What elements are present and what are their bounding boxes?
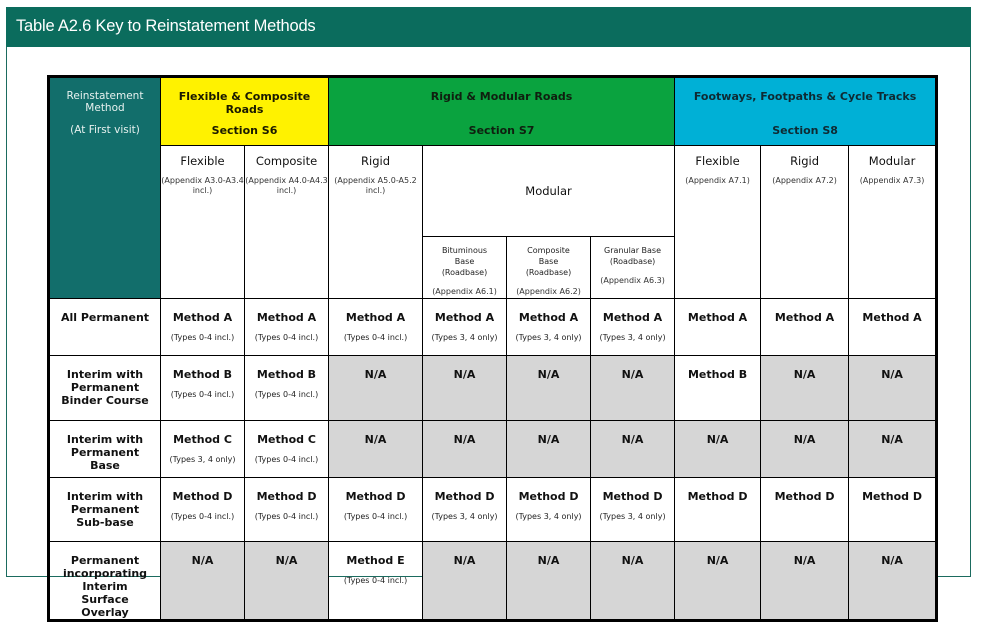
- mod-name: Granular Base (Roadbase): [604, 246, 662, 266]
- method-label: N/A: [453, 433, 476, 446]
- method-label: Method B: [687, 368, 748, 381]
- method-label: Method A: [862, 311, 922, 324]
- stub-title: Reinstatement Method: [66, 90, 144, 114]
- method-cell: [761, 478, 849, 542]
- sub-ref: (Appendix A3.0-A3.4 incl.): [161, 176, 244, 195]
- method-label: N/A: [881, 433, 903, 446]
- method-types: (Types 3, 4 only): [599, 512, 666, 521]
- sub-name: Rigid: [361, 154, 390, 168]
- method-label: N/A: [537, 554, 560, 567]
- method-types: (Types 0-4 incl.): [170, 512, 235, 521]
- table-title: Table A2.6 Key to Reinstatement Methods: [16, 17, 316, 35]
- method-label: N/A: [537, 433, 560, 446]
- method-cell: [849, 478, 937, 542]
- method-label: Method C: [173, 433, 232, 446]
- method-cell: [591, 299, 675, 356]
- method-types: (Types 0-4 incl.): [170, 333, 235, 342]
- method-label: Method D: [345, 490, 406, 503]
- stub-subtitle: (At First visit): [70, 124, 140, 136]
- stub-header: [49, 77, 161, 299]
- title-bar: [6, 7, 971, 47]
- method-label: N/A: [793, 368, 816, 381]
- not-applicable-cell: [423, 542, 507, 621]
- not-applicable-cell: [849, 356, 937, 421]
- method-label: N/A: [706, 554, 729, 567]
- method-types: (Types 0-4 incl.): [254, 455, 319, 464]
- sub-flexible: [161, 146, 245, 299]
- table-row: [49, 299, 937, 356]
- row-label: Interim with Permanent Sub-base: [49, 478, 161, 542]
- method-types: (Types 0-4 incl.): [254, 512, 319, 521]
- not-applicable-cell: [507, 356, 591, 421]
- method-cell: [161, 356, 245, 421]
- method-types: (Types 3, 4 only): [515, 512, 582, 521]
- method-label: N/A: [364, 433, 387, 446]
- method-types: (Types 0-4 incl.): [254, 390, 319, 399]
- sub-ref: (Appendix A5.0-A5.2 incl.): [334, 176, 417, 195]
- sub-rigid: [329, 146, 423, 299]
- not-applicable-cell: [849, 421, 937, 478]
- mod-name: Bituminous Base (Roadbase): [441, 246, 488, 277]
- method-label: Method D: [518, 490, 579, 503]
- sub-ref: (Appendix A7.3): [859, 176, 925, 185]
- method-label: Method D: [256, 490, 317, 503]
- group-section: Section S7: [468, 124, 535, 137]
- method-label: Method D: [602, 490, 663, 503]
- method-cell: [675, 356, 761, 421]
- table-row: [49, 356, 937, 421]
- method-types: (Types 3, 4 only): [599, 333, 666, 342]
- method-label: Method D: [687, 490, 748, 503]
- method-label: Method B: [172, 368, 233, 381]
- method-label: Method A: [687, 311, 748, 324]
- method-cell: [423, 478, 507, 542]
- method-types: (Types 0-4 incl.): [343, 333, 408, 342]
- sub-ref: (Appendix A7.2): [772, 176, 837, 185]
- method-cell: [245, 478, 329, 542]
- method-label: Method D: [862, 490, 922, 503]
- not-applicable-cell: [245, 542, 329, 621]
- sub-name: Composite: [255, 154, 318, 168]
- row-label: Interim with Permanent Base: [49, 421, 161, 478]
- method-types: (Types 3, 4 only): [515, 333, 582, 342]
- method-types: (Types 0-4 incl.): [254, 333, 319, 342]
- not-applicable-cell: [849, 542, 937, 621]
- not-applicable-cell: [423, 356, 507, 421]
- method-label: N/A: [881, 554, 903, 567]
- not-applicable-cell: [329, 356, 423, 421]
- method-cell: [507, 299, 591, 356]
- table-row: [49, 478, 937, 542]
- method-label: N/A: [793, 554, 816, 567]
- method-label: Method A: [172, 311, 233, 324]
- not-applicable-cell: [329, 421, 423, 478]
- not-applicable-cell: [591, 421, 675, 478]
- method-label: N/A: [621, 368, 644, 381]
- method-cell: [329, 542, 423, 621]
- sub-modular: [423, 146, 675, 237]
- sub-footway-modular: [849, 146, 937, 299]
- sub-name: Flexible: [180, 154, 225, 168]
- method-label: N/A: [364, 368, 387, 381]
- group-flexible-composite: [161, 77, 329, 146]
- sub-modular-composite: [507, 237, 591, 299]
- mod-name: Composite Base (Roadbase): [525, 246, 572, 277]
- method-types: (Types 0-4 incl.): [343, 512, 408, 521]
- group-rigid-modular: [329, 77, 675, 146]
- method-cell: [591, 478, 675, 542]
- method-label: N/A: [191, 554, 214, 567]
- method-label: Method A: [434, 311, 495, 324]
- method-label: N/A: [537, 368, 560, 381]
- group-name: Flexible & Composite Roads: [178, 90, 311, 116]
- group-section: Section S8: [772, 124, 838, 137]
- method-cell: [245, 421, 329, 478]
- not-applicable-cell: [675, 542, 761, 621]
- method-cell: [161, 478, 245, 542]
- not-applicable-cell: [761, 421, 849, 478]
- group-name: Footways, Footpaths & Cycle Tracks: [693, 90, 917, 103]
- sub-ref: (Appendix A7.1): [685, 176, 750, 185]
- not-applicable-cell: [423, 421, 507, 478]
- method-cell: [507, 478, 591, 542]
- method-cell: [675, 478, 761, 542]
- method-label: N/A: [793, 433, 816, 446]
- not-applicable-cell: [161, 542, 245, 621]
- method-cell: [245, 356, 329, 421]
- sub-modular-granular: [591, 237, 675, 299]
- method-label: Method B: [256, 368, 317, 381]
- method-cell: [849, 299, 937, 356]
- method-label: Method D: [172, 490, 233, 503]
- not-applicable-cell: [507, 542, 591, 621]
- method-label: Method A: [256, 311, 317, 324]
- sub-name: Flexible: [695, 154, 740, 168]
- method-cell: [161, 299, 245, 356]
- method-label: N/A: [621, 554, 644, 567]
- not-applicable-cell: [591, 542, 675, 621]
- group-name: Rigid & Modular Roads: [430, 90, 573, 103]
- sub-name: Rigid: [790, 154, 820, 168]
- method-label: N/A: [453, 368, 476, 381]
- method-cell: [245, 299, 329, 356]
- method-types: (Types 3, 4 only): [431, 333, 498, 342]
- method-cell: [423, 299, 507, 356]
- not-applicable-cell: [507, 421, 591, 478]
- method-label: N/A: [881, 368, 903, 381]
- method-label: N/A: [706, 433, 729, 446]
- method-types: (Types 3, 4 only): [169, 455, 236, 464]
- not-applicable-cell: [761, 542, 849, 621]
- row-label: All Permanent: [49, 299, 161, 356]
- method-label: Method D: [434, 490, 495, 503]
- sub-footway-flexible: [675, 146, 761, 299]
- not-applicable-cell: [675, 421, 761, 478]
- not-applicable-cell: [591, 356, 675, 421]
- group-section: Section S6: [211, 124, 278, 137]
- sub-ref: (Appendix A4.0-A4.3 incl.): [245, 176, 328, 195]
- group-footways: [675, 77, 937, 146]
- method-label: Method A: [345, 311, 406, 324]
- method-label: Method A: [774, 311, 835, 324]
- reinstatement-key-table: [47, 75, 938, 622]
- method-cell: [675, 299, 761, 356]
- method-types: (Types 0-4 incl.): [170, 390, 235, 399]
- row-label: Interim with Permanent Binder Course: [49, 356, 161, 421]
- sub-name: Modular: [525, 184, 572, 198]
- mod-ref: (Appendix A6.3): [600, 276, 665, 285]
- sub-modular-bituminous: [423, 237, 507, 299]
- method-label: Method D: [774, 490, 835, 503]
- method-cell: [329, 299, 423, 356]
- method-types: (Types 3, 4 only): [431, 512, 498, 521]
- method-types: (Types 0-4 incl.): [343, 576, 408, 585]
- method-label: N/A: [275, 554, 298, 567]
- method-label: Method C: [257, 433, 316, 446]
- method-label: N/A: [453, 554, 476, 567]
- method-label: Method A: [518, 311, 579, 324]
- method-label: Method E: [346, 554, 405, 567]
- table-row: [49, 542, 937, 621]
- sub-footway-rigid: [761, 146, 849, 299]
- sub-name: Modular: [868, 154, 916, 168]
- method-cell: [161, 421, 245, 478]
- row-label: Permanent incorporating Interim Surface Overlay: [49, 542, 161, 621]
- table-row: [49, 421, 937, 478]
- not-applicable-cell: [761, 356, 849, 421]
- method-cell: [761, 299, 849, 356]
- method-label: N/A: [621, 433, 644, 446]
- sub-composite: [245, 146, 329, 299]
- method-label: Method A: [602, 311, 663, 324]
- method-cell: [329, 478, 423, 542]
- mod-ref: (Appendix A6.1): [432, 287, 497, 296]
- mod-ref: (Appendix A6.2): [516, 287, 581, 296]
